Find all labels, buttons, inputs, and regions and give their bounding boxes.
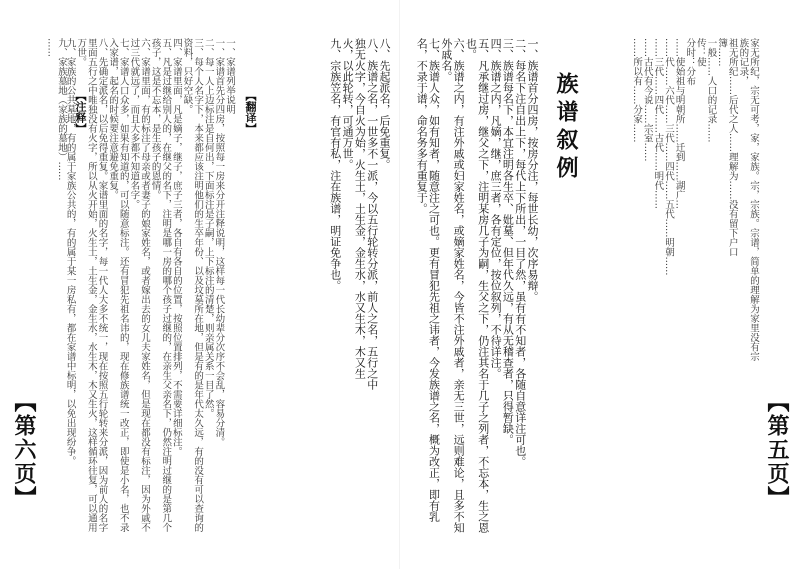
page-gutter (399, 0, 400, 569)
notes-line: 九、家族墓地（家族的墓地）…… (56, 38, 67, 181)
section-title: 族谱叙例 (553, 72, 579, 184)
rule-item: 七、族谱人众，如有知者，随意注之可也。更有冒犯先祖之讳者，今发族谱之名，概为改正，即有乳名，不录于谱，命名务多有重复于。 (415, 38, 441, 522)
right-page-label: 【第五页】 (764, 390, 789, 510)
translation-text (64, 38, 235, 538)
rule-item: 八、先起派名，后免重复。 (378, 38, 391, 170)
intro-line: ……代……六代……三代……四代……五代……明朝…… (663, 38, 674, 276)
intro-line: ……三代……四代……古代……明代…… (652, 38, 664, 209)
intro-line: 家无所纪，宗无可考，家，家族。宗，宗族。宗谱，简单的理解为家里没有宗族的记录， (737, 38, 759, 361)
notes-line: …… (45, 38, 57, 57)
translation-line: 五、凡是过继给别人的，在继父的名下，注明是哪一房的哪个孩子过继的，在亲生父亲名下，仍然注明过继的是第几个孩子，这是不忘本，是生孩子的恩情。 (149, 38, 172, 532)
intro-line: ……古代有今说……宗室…… (641, 38, 653, 162)
notes-label: 【注释】 (74, 90, 87, 134)
translation-line: 七、家谱人口众多，如果有知道的，可以随意标注。还有冒犯先祖名讳的，现在修族谱统一改正，即使是小名，也不录入家谱，起名的时候要注意避免重复。 (107, 38, 129, 532)
rule-item: 三、族谱每名下，本宜注明各生卒、妣墓、但年代久远，有从无稽查者，只得暂缺。 (501, 38, 515, 445)
rules-list (410, 38, 538, 543)
notes-text (44, 38, 66, 498)
rule-item: 五、凡承继过房，继父之下，注明某房几子为嗣，生父之下，仍注其名于几子之列者，不忘本，生之恩也。 (464, 38, 490, 533)
intro-line: 传：使 (694, 38, 706, 67)
translation-line: 八、先确定派名，以后免得重复。家谱里面的名字，每一代人大多不统一，现在按照五行轮转来分派，因为前人的名字里面五行之中唯独没有火字，所以从火开始，火生土，土生金，金生水，水生木，木又生火，这样循环往复，可以通用万世。 (75, 38, 108, 532)
rule-item: 八、族谱之名，一世多不一派，今以五行轮转分派，前人之名，五行之中独无火字，今自火为始，火生土，土生金，金生水，水又生木，木又生火，以此轮转，可通万世。 (341, 38, 379, 390)
translation-line: 二、每一人上边标注是自何出，下面标注是子嗣，上下标注的清楚，则亲属关系一目了然。 (202, 38, 214, 418)
left-page-label: 【第六页】 (11, 390, 36, 510)
translation-line: 四、家谱里面，凡是嫡子，继子，庶子三者，各自有各自的位置，按照位置排列，不需要详细标注。 (170, 38, 182, 456)
translation-line: 九、家族的公共墓地，有的属于家族公共的，有的属于某一房私有，都在家谱中标明，以免出现纷争。 (64, 38, 76, 466)
rule-item: 一、族谱首分四房，按房分注，每世长幼，次序易辩。 (526, 38, 539, 302)
rule-item: 四、族谱之内，凡嫡，继，庶三者，各有定位，按位叙列，不待详注。 (489, 38, 503, 379)
intro-line: ……使始祖与明朝所……迁到……湖广… (673, 38, 685, 209)
translation-line: 一、家谱列举说明 (224, 38, 235, 114)
rule-item: 二、每名下注自出上下，每代上下所出，一目了然，虽有有不知者，各随自意详注可也。 (513, 38, 527, 467)
translation-line: 六、家谱里面，有的标注了母亲或者妻子的娘家姓名，或者嫁出去的女儿夫家姓名，但是现在都没有标注，因为外戚不过三代就远了，而且大多都不知道名字。 (128, 38, 150, 532)
rule-item: 九、宗族笠名，有官有私，注在族谱，明证免争也。 (328, 38, 342, 291)
translation-label: 【翻译】 (244, 90, 257, 134)
rule-item: 六、族谱之内，有注外戚或妇家姓名，或嫡家姓名，今皆不注外戚者，亲无三世，远则难论，且多不知外戚名。 (439, 38, 466, 533)
rules-list-continued (262, 38, 390, 398)
right-intro-text (588, 38, 758, 368)
intro-line: ……所以有……分家…… (631, 38, 643, 143)
intro-line: 祖无所纪……后代之人……理解为……没有留下户口 (726, 38, 738, 257)
intro-line: 分时：分布 (684, 38, 696, 86)
intro-line: 一般……人口的记录…… (705, 38, 717, 143)
translation-line: 三、每个人名字下，本来都应该注明他们的生卒年份、以及坟墓所在地，但是有的是年代太久远，有的没有可以查询的资料，只好空缺。 (181, 38, 204, 532)
translation-line: 一、家谱首先分四房，按照每一房来分开注释说明，这样每一代长幼辈分次序不会乱，容易分清。 (213, 38, 225, 447)
intro-line: 簿…… (716, 38, 728, 67)
